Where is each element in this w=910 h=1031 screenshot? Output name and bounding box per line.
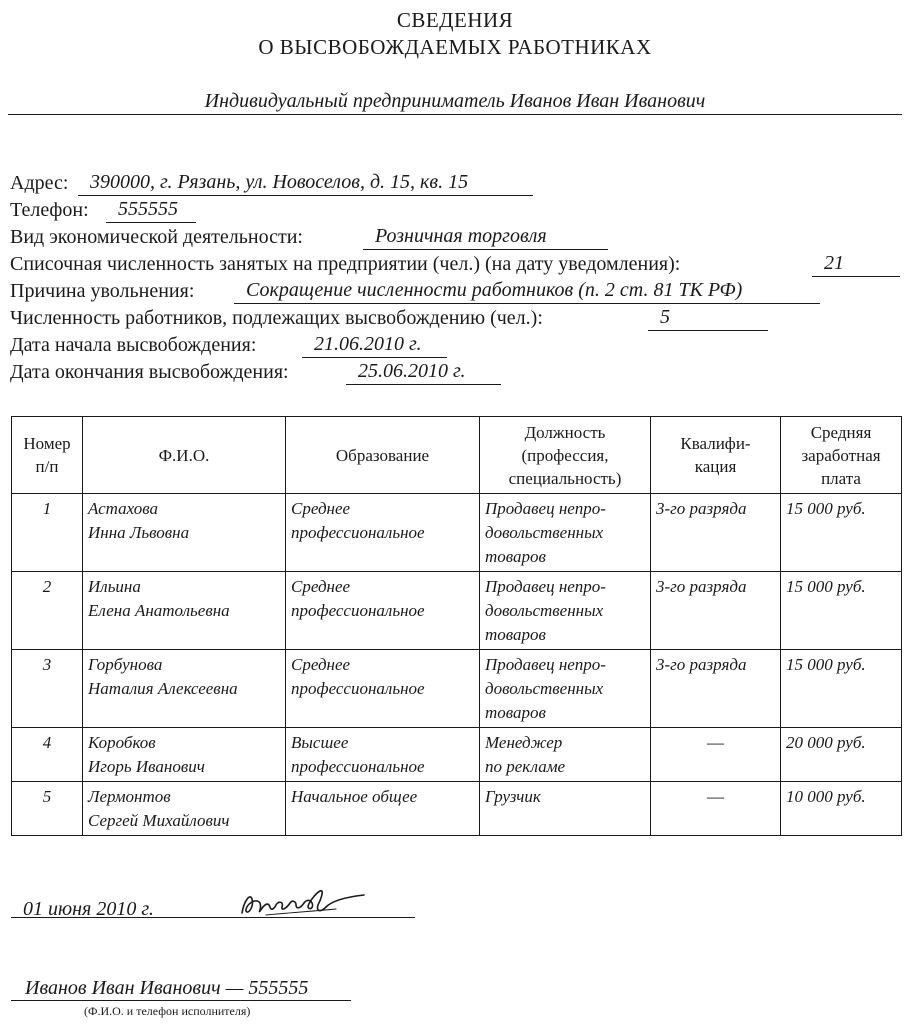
header-qualification: Квалифи- кация xyxy=(651,417,781,494)
row-qualification: — xyxy=(651,728,781,782)
row-education: Высшее профессиональное xyxy=(286,728,480,782)
employees-table xyxy=(11,416,902,836)
row-qualification: 3-го разряда xyxy=(651,494,781,572)
table-row xyxy=(12,494,902,572)
handwritten-signature xyxy=(236,883,376,923)
released-label: Численность работников, подлежащих высвобождению (чел.): xyxy=(10,307,543,329)
activity-field xyxy=(10,224,630,250)
row-name: Астахова Инна Львовна xyxy=(83,494,286,572)
row-education: Среднее профессиональное xyxy=(286,650,480,728)
phone-label: Телефон: xyxy=(10,199,89,221)
release-start-field xyxy=(10,332,450,358)
release-start-value: 21.06.2010 г. xyxy=(302,332,447,358)
row-name: Коробков Игорь Иванович xyxy=(83,728,286,782)
table-row xyxy=(12,728,902,782)
row-name: Ильина Елена Анатольевна xyxy=(83,572,286,650)
row-num: 2 xyxy=(12,572,83,650)
activity-label: Вид экономической деятельности: xyxy=(10,226,303,248)
row-qualification: 3-го разряда xyxy=(651,572,781,650)
row-salary: 15 000 руб. xyxy=(781,494,902,572)
row-education: Среднее профессиональное xyxy=(286,572,480,650)
row-name: Лермонтов Сергей Михайлович xyxy=(83,782,286,836)
table-header-row xyxy=(12,417,902,494)
activity-value: Розничная торговля xyxy=(363,224,608,250)
reason-field xyxy=(10,278,902,304)
executor-caption: (Ф.И.О. и телефон исполнителя) xyxy=(84,1004,251,1018)
row-salary: 15 000 руб. xyxy=(781,572,902,650)
headcount-field xyxy=(10,251,902,277)
document-subtitle: О ВЫСВОБОЖДАЕМЫХ РАБОТНИКАХ xyxy=(258,35,652,59)
document-title: СВЕДЕНИЯ xyxy=(396,8,514,32)
row-qualification: — xyxy=(651,782,781,836)
table-row xyxy=(12,782,902,836)
row-education: Среднее профессиональное xyxy=(286,494,480,572)
table-row xyxy=(12,650,902,728)
address-field xyxy=(10,170,530,196)
release-end-value: 25.06.2010 г. xyxy=(346,359,501,385)
row-position: Грузчик xyxy=(480,782,651,836)
headcount-value: 21 xyxy=(812,251,900,277)
row-position: Продавец непро- довольственных товаров xyxy=(480,650,651,728)
row-position: Продавец непро- довольственных товаров xyxy=(480,572,651,650)
release-end-field xyxy=(10,359,510,385)
row-education: Начальное общее xyxy=(286,782,480,836)
row-num: 3 xyxy=(12,650,83,728)
phone-field xyxy=(10,197,210,223)
headcount-label: Списочная численность занятых на предприятии (чел.) (на дату уведомления): xyxy=(10,253,681,275)
header-education: Образование xyxy=(286,417,480,494)
row-qualification: 3-го разряда xyxy=(651,650,781,728)
row-position: Продавец непро- довольственных товаров xyxy=(480,494,651,572)
header-name: Ф.И.О. xyxy=(83,417,286,494)
row-num: 4 xyxy=(12,728,83,782)
release-end-label: Дата окончания высвобождения: xyxy=(10,361,289,383)
row-num: 5 xyxy=(12,782,83,836)
signature-date: 01 июня 2010 г. xyxy=(23,898,154,920)
signature-date-line xyxy=(11,895,415,918)
address-label: Адрес: xyxy=(10,172,69,194)
employer-name: Индивидуальный предприниматель Иванов Иван Иванович xyxy=(8,88,902,115)
row-salary: 10 000 руб. xyxy=(781,782,902,836)
executor-name-phone: Иванов Иван Иванович — 555555 xyxy=(25,977,309,999)
table-row xyxy=(12,572,902,650)
release-start-label: Дата начала высвобождения: xyxy=(10,334,257,356)
reason-label: Причина увольнения: xyxy=(10,280,195,302)
row-num: 1 xyxy=(12,494,83,572)
executor-line xyxy=(11,975,351,1001)
phone-value: 555555 xyxy=(106,197,196,223)
header-position: Должность (профессия, специальность) xyxy=(480,417,651,494)
released-value: 5 xyxy=(648,305,768,331)
header-num: Номер п/п xyxy=(12,417,83,494)
row-position: Менеджер по рекламе xyxy=(480,728,651,782)
row-salary: 15 000 руб. xyxy=(781,650,902,728)
released-field xyxy=(10,305,770,331)
row-name: Горбунова Наталия Алексеевна xyxy=(83,650,286,728)
reason-value: Сокращение численности работников (п. 2 ст. 81 ТК РФ) xyxy=(234,278,820,304)
header-salary: Средняя заработная плата xyxy=(781,417,902,494)
address-value: 390000, г. Рязань, ул. Новоселов, д. 15, кв. 15 xyxy=(78,170,533,196)
row-salary: 20 000 руб. xyxy=(781,728,902,782)
